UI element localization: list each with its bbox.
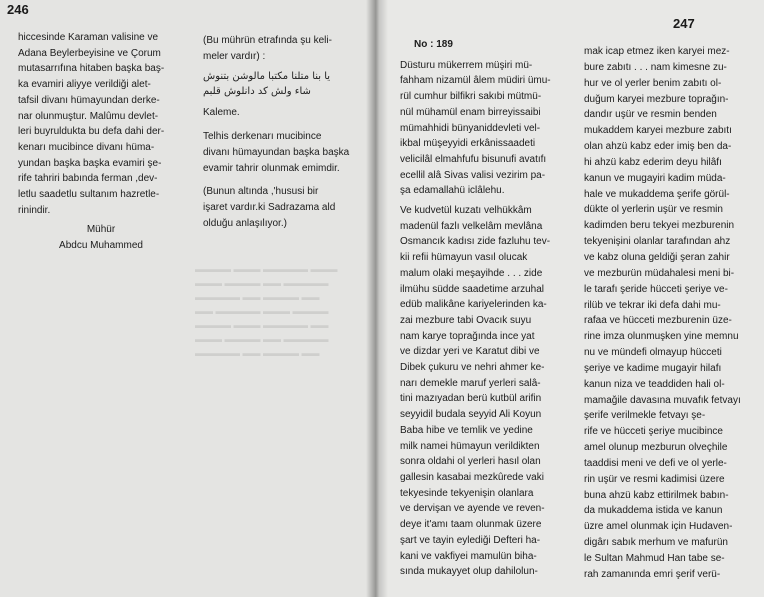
text-line: le tarafı şeride hücceti şeriye ve- [584, 283, 728, 295]
text-line: deye it'amı taam olunmak üzere [400, 519, 542, 531]
text-line: olduğu anlaşılıyor.) [203, 217, 287, 229]
seal-label: Mühür [86, 224, 116, 236]
text-line: da mukaddema istida ve kanun [584, 505, 723, 517]
arabic-line: شاء ولش کد دانلوش قلبم [203, 86, 311, 98]
text-line: sında mukayyet olup dahilolun- [400, 566, 538, 578]
text-line: zai mezbure tabi Ovacık suyu [400, 314, 532, 326]
text-line: rife tahriri babında ferman ,dev- [18, 173, 158, 185]
text-line: digârı sabık merhum ve mafurün [584, 537, 728, 549]
text-line: Düsturu mükerrem müşiri mü- [400, 59, 533, 71]
text-line: mamağile davasına muvafık fetvayı [584, 394, 741, 406]
document-number: No : 189 [414, 39, 453, 50]
text-line: tekyenişini olanlar tarafından ahz [584, 236, 731, 248]
text-line: kii refii hümayun vasıl olucak [400, 252, 528, 264]
text-line: malum olaki meşayihde . . . zide [400, 267, 543, 279]
text-line: bure zabıtı . . . nam kimesne zu- [584, 61, 727, 73]
text-line: velicilâl elmahfufu bisunufi avatıfı [400, 153, 547, 165]
text-line: Adana Beylerbeyisine ve Çorum [18, 47, 161, 59]
text-line: rah zamanında emri şerif verü- [584, 568, 721, 580]
seal-name: Abdcu Muhammed [59, 240, 143, 252]
text-line: duğum karyei mezbure toprağın- [584, 93, 729, 105]
text-line: fahham nizamül âlem müdiri ümu- [400, 75, 551, 87]
text-line: buna ahzü kabz ettirilmek babın- [584, 489, 729, 501]
text-line: rin uşür ve resmi kadimisi üzere [584, 473, 725, 485]
text-line: üzre amel olunmak için Hudaven- [584, 521, 733, 533]
left-page [0, 0, 376, 597]
text-line: rafaa ve hücceti mezburenin üze- [584, 315, 732, 327]
text-line: amel olunup mezburun olveçhile [584, 442, 728, 454]
text-line: milk namei hümayun verildikten [400, 440, 540, 452]
kaleme-label: Kaleme. [203, 107, 240, 119]
text-line: edüb malikâne kariyelerinden ka- [400, 299, 547, 311]
text-line: meler vardır) : [203, 50, 266, 62]
text-line: tekyesinde tekyenişin olanlara [400, 487, 534, 499]
arabic-seal-text [203, 69, 366, 99]
text-line: kani ve vakfiyei mamulün biha- [400, 550, 537, 562]
text-line: Ve kudvetül kuzatı velhükkâm [400, 205, 532, 217]
text-line: narı demekle maruf yerleri salâ- [400, 377, 541, 389]
text-line: mutasarrıfına hitaben başka baş- [18, 63, 165, 75]
text-line: hi ahzü kabz ederim deyu hilâfı [584, 156, 722, 168]
text-line: nam karye toprağında ince yat [400, 330, 535, 342]
text-line: yundan başka başka evamiri şe- [18, 157, 162, 169]
text-line: evamir tahrir olunmak emimdir. [203, 162, 340, 174]
text-line: rilüb ve tekrar iki defa dahi mu- [584, 299, 721, 311]
text-line: Telhis derkenarı mucibince [203, 131, 322, 143]
text-line: ve dizdar yeri ve Karatut dibi ve [400, 346, 540, 358]
text-line: divanı hümayundan başka başka [203, 146, 350, 158]
text-line: ve kabz oluna geldiği şeran zahir [584, 251, 730, 263]
right-column-2 [584, 44, 749, 583]
left-column-1 [18, 30, 184, 254]
page-number-right: 247 [673, 16, 695, 31]
text-line: mukaddem karyei mezbure zabıtı [584, 125, 732, 137]
text-line: ka evamiri aliyye verildiği alet- [18, 79, 151, 91]
text-line: leri buyruldukta bu defa dahi der- [18, 126, 165, 138]
text-line: şeriye ve kadime mugayir hilafı [584, 362, 722, 374]
text-line: taaddisi meni ve defi ve ol yerle- [584, 457, 727, 469]
text-line: ve mezburün müdahalesi meni bi- [584, 267, 735, 279]
right-page [376, 0, 764, 597]
text-line: rül cumhur bilfikri sakıbi mütmü- [400, 91, 542, 103]
text-line: kadimden beru tekyei mezburenin [584, 220, 735, 232]
text-line: Dibek çukuru ve nehri ahmer ke- [400, 362, 545, 374]
text-line: rinindir. [18, 204, 51, 216]
text-line: nar olunmuştur. Malûmu devlet- [18, 110, 159, 122]
text-line: rine imza olunmuşken yine memnu [584, 331, 739, 343]
text-line: le Sultan Mahmud Han tabe se- [584, 553, 725, 564]
left-column-2 [203, 33, 366, 231]
text-line: kenarı mucibince divanı hüma- [18, 141, 155, 153]
text-line: tini mazıyadan berü kutbül arifin [400, 393, 542, 405]
text-line: mak icap etmez iken karyei mez- [584, 46, 730, 57]
book-gutter-shadow [366, 0, 388, 597]
text-line: seyyidil budala seyyid Ali Koyun [400, 409, 542, 421]
text-line: gallesin kasabai mezkûrede vaki [400, 471, 544, 483]
text-line: nül mühamül enam birreyissaibi [400, 106, 541, 118]
text-line: letlu saadetlu sultanım hazretle- [18, 189, 160, 201]
text-line: sonra oldahi ol yerleri hasıl olan [400, 456, 541, 468]
text-line: kanun ve mugayiri kadim müda- [584, 172, 726, 184]
page-number-left: 246 [7, 2, 29, 17]
text-line: ilmühu südde saadetime arzuhal [400, 283, 544, 295]
right-column-1 [400, 37, 562, 580]
text-line: mümahhidi bünyaniddevleti vel- [400, 122, 541, 134]
text-line: tafsil divanı hümayundan derke- [18, 94, 160, 106]
text-line: Osmancık kadısı zide fazluhu tev- [400, 236, 551, 248]
text-line: (Bu mührün etrafında şu keli- [203, 35, 332, 46]
text-line: hale ve mukaddema şerife görül- [584, 188, 730, 200]
arabic-line: یا بنا متلنا مکتبا مالوشن بتنوش [203, 71, 331, 83]
text-line: (Bunun altında ,'hususi bir [203, 186, 319, 198]
text-line: şart ve tayin eylediği Defteri ha- [400, 534, 541, 546]
text-line: ikbal müşeyyidi erkânissaadeti [400, 138, 536, 150]
text-line: Baba hibe ve temlik ve yedine [400, 424, 533, 436]
text-line: işaret vardır.ki Sadrazama ald [203, 201, 336, 213]
text-line: rife ve hücceti şeriye mucibince [584, 426, 723, 438]
text-line: dandır uşür ve resmin benden [584, 109, 717, 121]
text-line: olan ahzü kabz eder imiş ben da- [584, 141, 732, 153]
text-line: kanun niza ve teaddiden hali ol- [584, 378, 725, 390]
text-line: madenül fazlı velkelâm mevlâna [400, 220, 543, 232]
text-line: hiccesinde Karaman valisine ve [18, 32, 159, 43]
text-line: şa edamallahü iclâlehu. [400, 185, 505, 197]
text-line: şerife verilmekle fetvayı şe- [584, 410, 706, 422]
text-line: hur ve ol yerler benim zabıtı ol- [584, 77, 722, 89]
text-line: nu ve mündefi olmayup hücceti [584, 347, 722, 359]
bleed-through: ▬▬▬▬ ▬▬▬ ▬▬▬▬▬ ▬▬▬ ▬▬▬ ▬▬▬▬ ▬▬ ▬▬▬▬▬ ▬▬▬▬▬ ▬▬ ▬▬▬▬ ▬▬ ▬▬ ▬▬▬▬▬ ▬▬▬ ▬▬▬▬ ▬▬▬▬ ▬▬▬ ▬▬▬▬▬ ▬▬ ▬▬▬ ▬▬▬▬ ▬▬ ▬▬▬▬▬ ▬▬▬▬▬ ▬▬ ▬▬▬▬ ▬▬ [195, 264, 338, 358]
text-line: ve dervişan ve ayende ve reven- [400, 503, 545, 515]
text-line: dükte ol yerlerin uşür ve resmin [584, 204, 723, 216]
text-line: ecellil alâ Sivas valisi vezirim pa- [400, 169, 546, 181]
